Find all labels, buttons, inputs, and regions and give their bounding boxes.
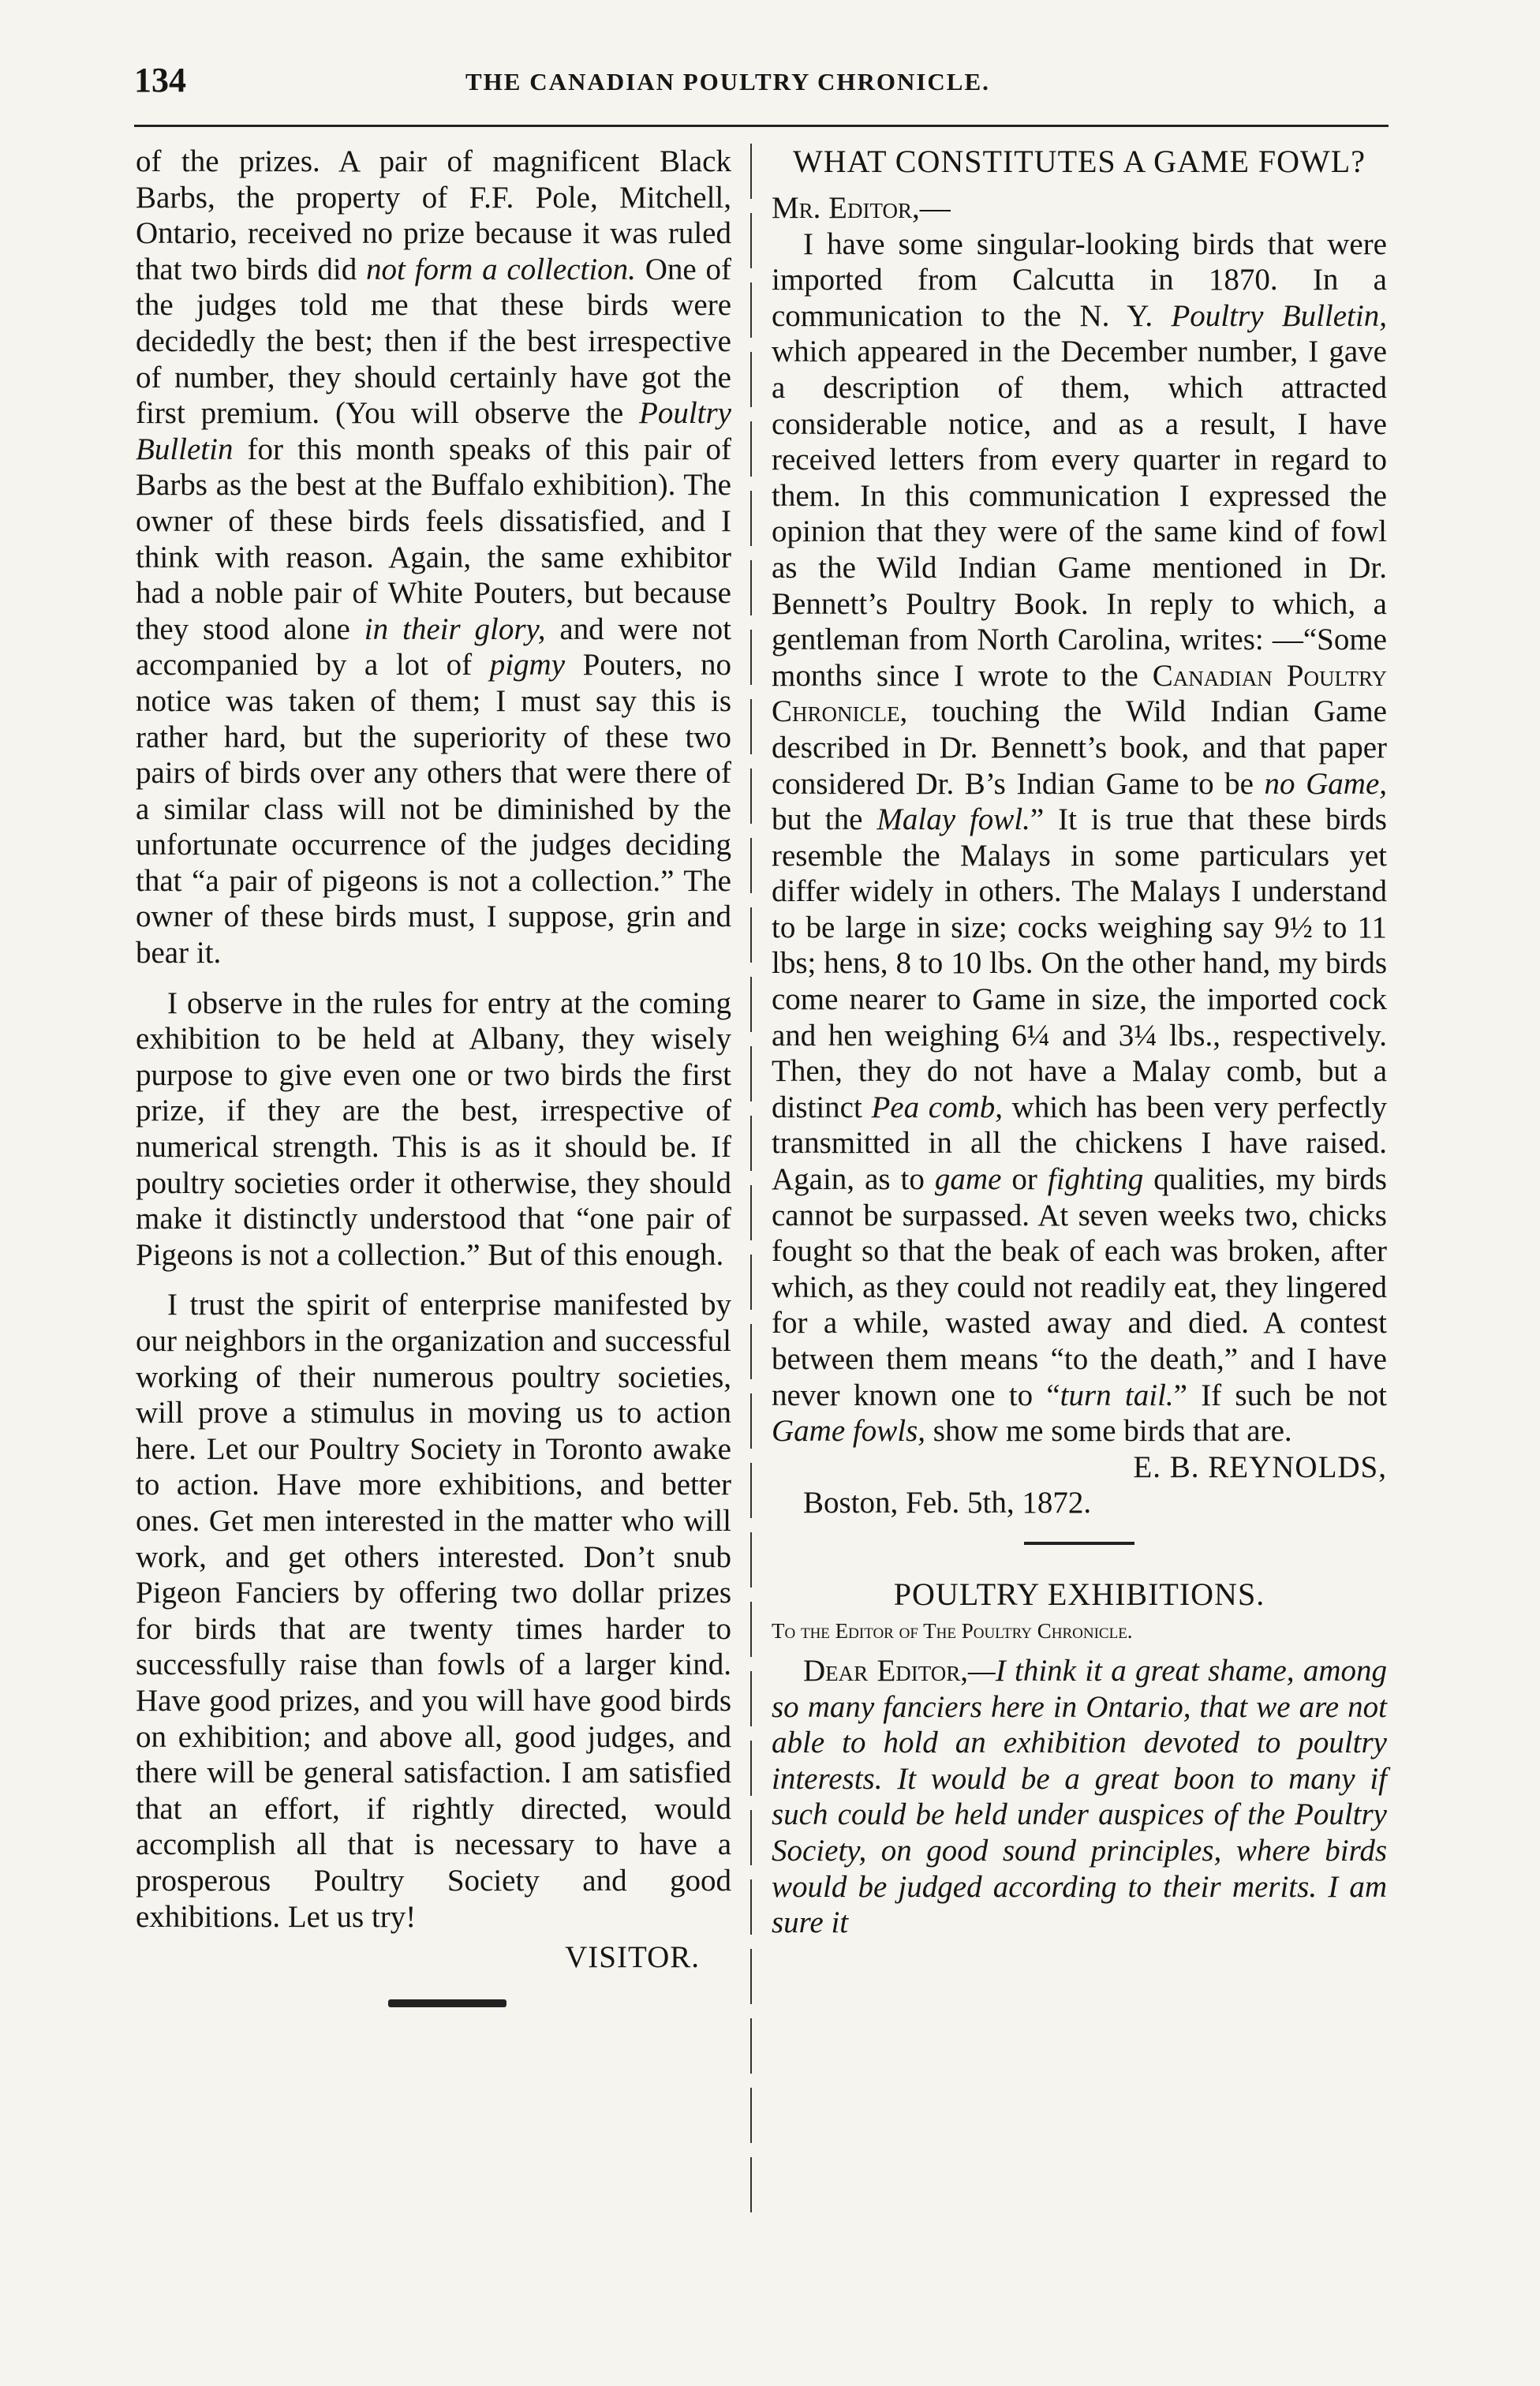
- address-line: To the Editor of The Poultry Chronicle.: [772, 1618, 1133, 1643]
- article-title-poultry-exhibitions: POULTRY EXHIBITIONS.: [893, 1576, 1265, 1612]
- header-rule: [134, 125, 1389, 127]
- left-column: [136, 144, 731, 2007]
- salutation-mr-editor: Mr. Editor,—: [772, 191, 951, 225]
- left-paragraph-2: I observe in the rules for entry at the coming exhibition to be held at Albany, they wisely purpose to give even one or two birds the first prize, if they are the best, irrespective of numerical strength. This is as it should be. If poultry societies order it otherwise, they should make it distinctly understood that “one pair of Pigeons is not a collection.” But of this enough.: [136, 985, 731, 1272]
- left-paragraph-1: of the prizes. A pair of magnificent Black Barbs, the property of F.F. Pole, Mitchell, Ontario, received no prize because it was ruled that two birds did not form a collection. One of the judges told me that these birds were decidedly the best; then if the best irrespective of number, they should certainly have got the first premium. (You will observe the Poultry Bulletin for this month speaks of this pair of Barbs as the best at the Buffalo exhibition). The owner of these birds feels dissatisfied, and I think with reason. Again, the same exhibitor had a noble pair of White Pouters, but because they stood alone in their glory, and were not accompanied by a lot of pigmy Pouters, no notice was taken of them; I must say this is rather hard, but the superiority of these two pairs of birds over any others that were there of a similar class will not be diminished by the unfortunate occurrence of the judges deciding that “a pair of pigeons is not a collection.” The owner of these birds must, I suppose, grin and bear it.: [136, 144, 732, 970]
- place-date: Boston, Feb. 5th, 1872.: [803, 1486, 1092, 1520]
- page-header: [134, 60, 1381, 107]
- article-title-game-fowl: WHAT CONSTITUTES A GAME FOWL?: [792, 144, 1366, 179]
- end-rule: [388, 1999, 506, 2007]
- left-paragraph-3: I trust the spirit of enterprise manifested by our neighbors in the organization and successful working of their numerous poultry societies, will prove a stimulus in moving us to action here. Let our Poultry Society in Toronto awake to action. Have more exhibitions, and better ones. Get men interested in the matter who will work, and get others interested. Don’t snub Pigeon Fanciers by offering two dollar prizes for birds that are twenty times harder to successfully raise than fowls of a larger kind. Have good prizes, and you will have good birds on exhibition; and above all, good judges, and there will be general satisfaction. I am satisfied that an effort, if rightly directed, would accomplish all that is necessary to have a prosperous Poultry Society and good exhibitions. Let us try!: [136, 1288, 731, 1934]
- column-divider: [750, 144, 752, 2227]
- section-rule: [1024, 1542, 1134, 1545]
- signature-visitor: VISITOR.: [565, 1940, 700, 1975]
- page-number: 134: [134, 61, 186, 99]
- poultry-exhibitions-body: Dear Editor,—I think it a great shame, among so many fanciers here in Ontario, that we are not able to hold an exhibition devoted to poultry interests. It would be a great boon to many if such could be held under auspices of the Poultry Society, on good sound principles, where birds would be judged according to their merits. I am sure it: [772, 1653, 1387, 1940]
- running-head: THE CANADIAN POULTRY CHRONICLE.: [465, 68, 990, 95]
- game-fowl-body: I have some singular-looking birds that were imported from Calcutta in 1870. In a communication to the N. Y. Poultry Bulletin, which appeared in the December number, I gave a description of them, which attracted considerable notice, and as a result, I have received letters from every quarter in regard to them. In this communication I expressed the opinion that they were of the same kind of fowl as the Wild Indian Game mentioned in Dr. Bennett’s Poultry Book. In reply to which, a gentleman from North Carolina, writes: —“Some months since I wrote to the Canadian Poultry Chronicle, touching the Wild Indian Game described in Dr. Bennett’s book, and that paper considered Dr. B’s Indian Game to be no Game, but the Malay fowl.” It is true that these birds resemble the Malays in some particulars yet differ widely in others. The Malays I understand to be large in size; cocks weighing say 9½ to 11 lbs; hens, 8 to 10 lbs. On the other hand, my birds come nearer to Game in size, the imported cock and hen weighing 6¼ and 3¼ lbs., respectively. Then, they do not have a Malay comb, but a distinct Pea comb, which has been very perfectly transmitted in all the chickens I have raised. Again, as to game or fighting qualities, my birds cannot be surpassed. At seven weeks two, chicks fought so that the beak of each was broken, after which, as they could not readily eat, they lingered for a while, wasted away and died. A contest between them means “to the death,” and I have never known one to “turn tail.” If such be not Game fowls, show me some birds that are.: [772, 226, 1388, 1449]
- signature-reynolds: E. B. REYNOLDS,: [1133, 1449, 1387, 1484]
- right-column: [772, 144, 1387, 1941]
